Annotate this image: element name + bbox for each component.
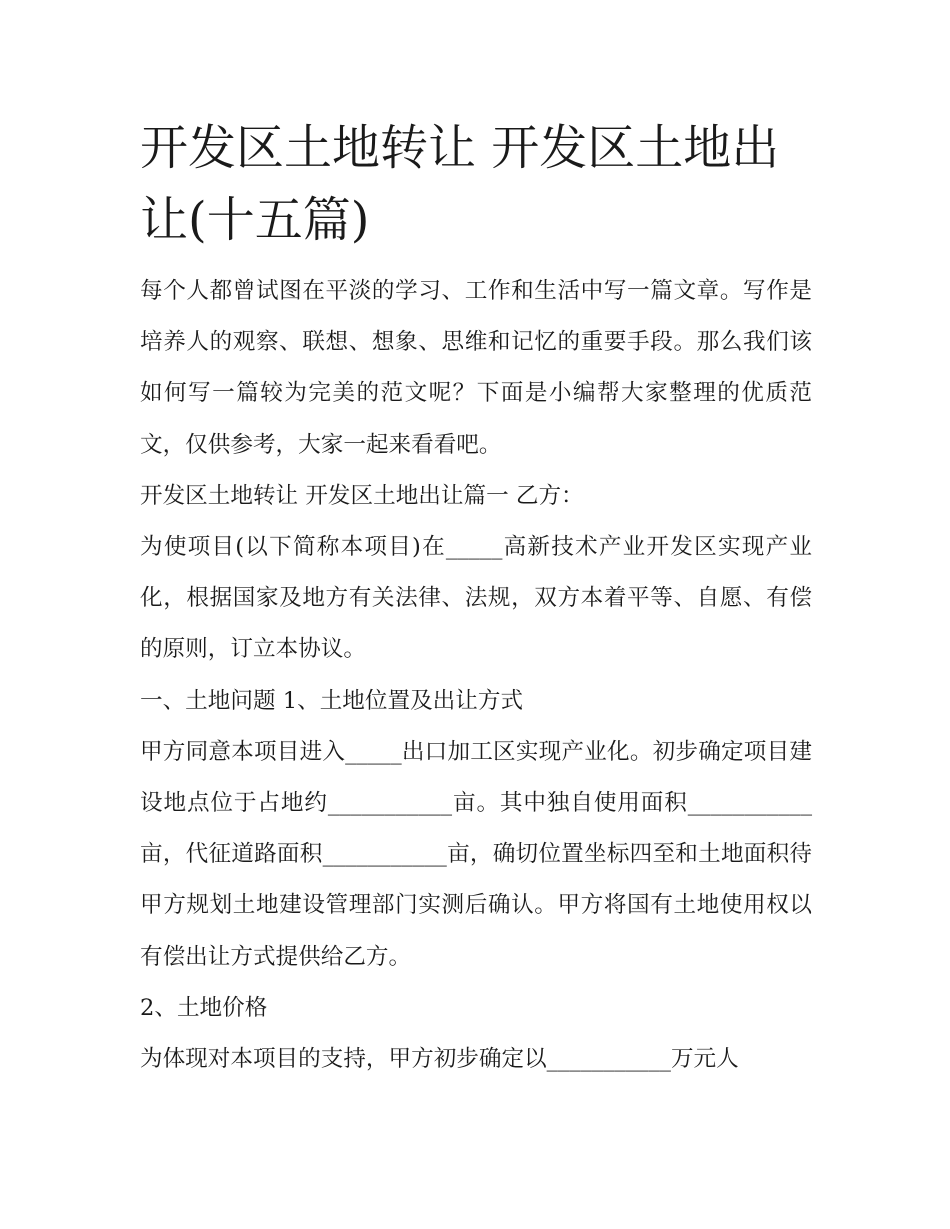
land-issue-heading: 一、土地问题 1、土地位置及出让方式	[140, 687, 524, 714]
document-body	[140, 112, 812, 1085]
purpose-paragraph: 为使项目(以下简称本项目)在_____高新技术产业开发区实现产业化，根据国家及地方有关法律、法规，双方本着平等、自愿、有偿的原则，订立本协议。	[140, 534, 812, 663]
intro-paragraph: 每个人都曾试图在平淡的学习、工作和生活中写一篇文章。写作是培养人的观察、联想、想象、思维和记忆的重要手段。那么我们该如何写一篇较为完美的范文呢？下面是小编帮大家整理的优质范文，仅供参考，大家一起来看看吧。	[140, 278, 812, 458]
title-block	[140, 112, 812, 256]
document-title: 开发区土地转让 开发区土地出让(十五篇)	[140, 120, 780, 248]
land-price-paragraph: 为体现对本项目的支持，甲方初步确定以___________万元人	[140, 1046, 739, 1073]
land-location-paragraph: 甲方同意本项目进入_____出口加工区实现产业化。初步确定项目建设地点位于占地约___________亩。其中独自使用面积___________亩，代征道路面积___________亩，确切位置坐标四至和土地面积待甲方规划土地建设管理部门实测后确认。甲方将国有土地使用权以有偿出让方式提供给乙方。	[140, 738, 812, 970]
land-price-heading: 2、土地价格	[140, 994, 268, 1021]
section-heading-part-one: 开发区土地转让 开发区土地出让篇一 乙方：	[140, 482, 584, 509]
